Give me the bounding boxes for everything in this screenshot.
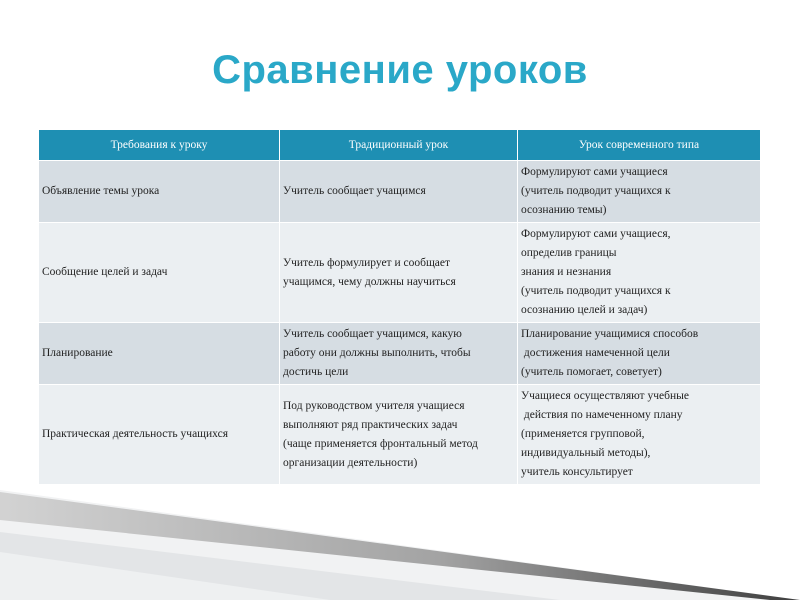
cell-line: Под руководством учителя учащиеся [283, 399, 465, 412]
traditional-cell [280, 323, 518, 385]
table-row [39, 161, 761, 223]
cell-line: достижения намеченной цели [521, 347, 670, 359]
modern-cell [518, 323, 761, 385]
cell-line: Формулируют сами учащиеся, [521, 228, 671, 240]
cell-line: Учитель сообщает учащимся, какую [283, 328, 462, 340]
cell-line: (применяется групповой, [521, 428, 645, 440]
modern-cell [518, 385, 761, 485]
slide-title: Сравнение уроков [212, 48, 588, 92]
traditional-cell [280, 161, 518, 223]
cell-line: организации деятельности) [283, 456, 418, 469]
cell-line: достичь цели [283, 366, 349, 378]
traditional-cell [280, 223, 518, 323]
cell-line: действия по намеченному плану [521, 409, 683, 421]
cell-line: выполняют ряд практических задач [283, 418, 458, 431]
decorative-swoosh [0, 490, 800, 600]
table-row [39, 385, 761, 485]
cell-line: определив границы [521, 247, 617, 259]
table-header-row [39, 130, 761, 161]
cell-line: (учитель подводит учащихся к [521, 185, 671, 197]
requirement-cell: Практическая деятельность учащихся [39, 385, 280, 485]
traditional-cell [280, 385, 518, 485]
cell-line: индивидуальный методы), [521, 447, 651, 459]
cell-line: Учитель формулирует и сообщает [283, 256, 451, 269]
cell-line: учитель консультирует [521, 466, 633, 478]
cell-line: осознанию целей и задач) [521, 304, 648, 316]
header-modern: Урок современного типа [518, 130, 761, 161]
cell-line: (учитель подводит учащихся к [521, 285, 671, 297]
cell-line: Учащиеся осуществляют учебные [521, 390, 689, 402]
header-requirements: Требования к уроку [39, 130, 280, 161]
cell-line: учащимся, чему должны научиться [283, 275, 456, 288]
cell-line: (чаще применяется фронтальный метод [283, 437, 478, 450]
modern-cell [518, 161, 761, 223]
cell-line: осознанию темы) [521, 204, 607, 216]
cell-line: Учитель сообщает учащимся [283, 185, 426, 197]
requirement-cell: Сообщение целей и задач [39, 223, 280, 323]
header-traditional: Традиционный урок [280, 130, 518, 161]
cell-line: знания и незнания [521, 266, 612, 278]
requirement-cell: Планирование [39, 323, 280, 385]
requirement-cell: Объявление темы урока [39, 161, 280, 223]
cell-line: (учитель помогает, советует) [521, 366, 662, 378]
table-row [39, 223, 761, 323]
comparison-table [38, 129, 761, 485]
table-row [39, 323, 761, 385]
cell-line: Планирование учащимися способов [521, 328, 699, 340]
modern-cell [518, 223, 761, 323]
cell-line: Формулируют сами учащиеся [521, 166, 668, 178]
cell-line: работу они должны выполнить, чтобы [283, 347, 471, 359]
